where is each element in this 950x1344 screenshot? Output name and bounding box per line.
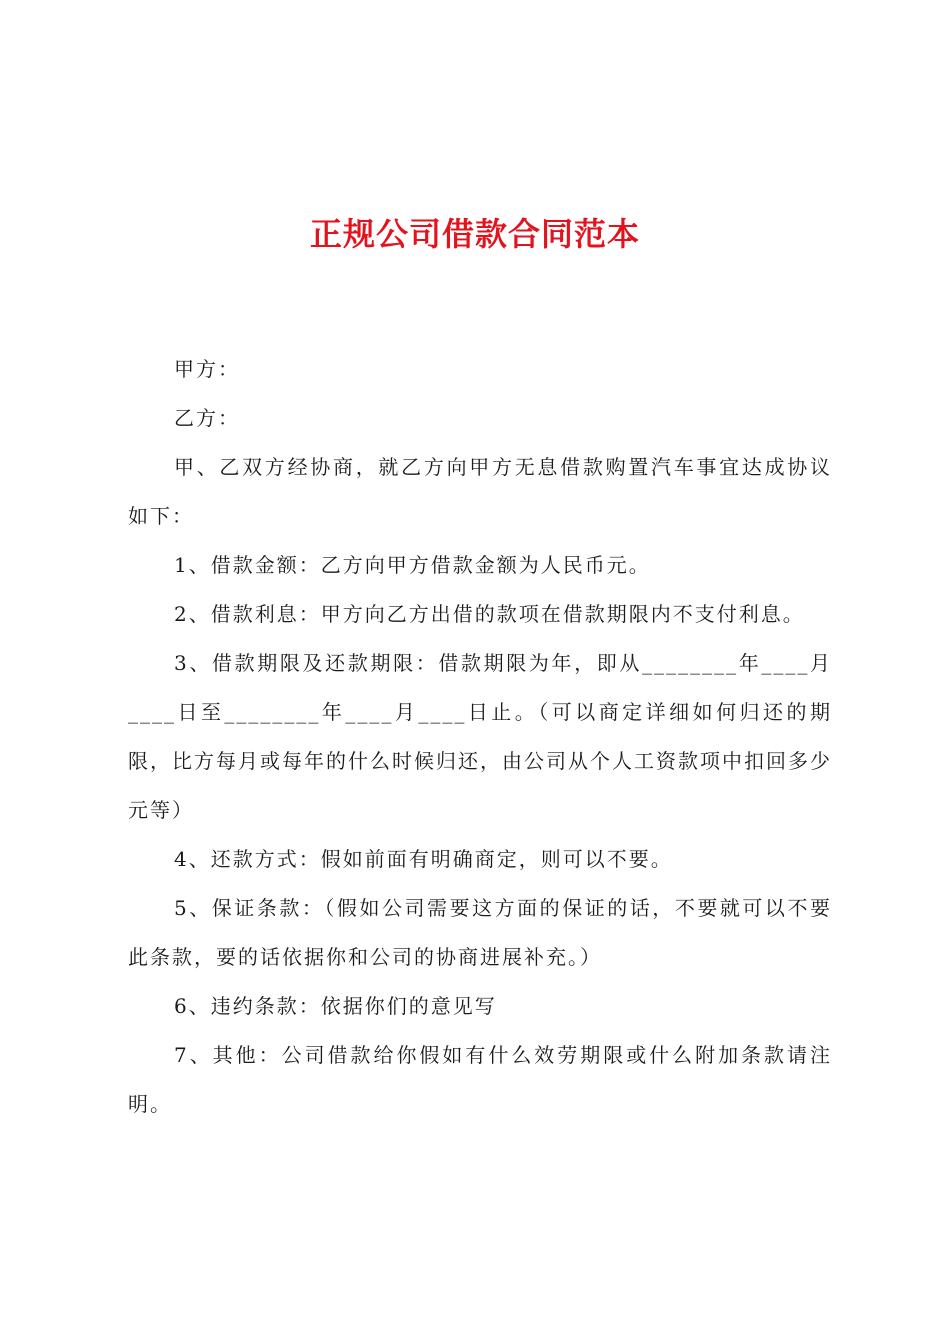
party-b-line: 乙方： [174,406,240,430]
contract-body [128,345,832,1129]
clause-loan-term: 3、借款期限及还款期限：借款期限为年，即从________年____月____日至________年____月____日止。（可以商定详细如何归还的期限，比方每月或每年的什么时候归还，由公司从个人工资款项中扣回多少元等） [128,651,832,822]
clause-other: 7、其他：公司借款给你假如有什么效劳期限或什么附加条款请注明。 [128,1043,832,1116]
clause-loan-interest: 2、借款利息：甲方向乙方出借的款项在借款期限内不支付利息。 [174,602,805,626]
party-a-line: 甲方： [174,357,240,381]
clause-guarantee: 5、保证条款：（假如公司需要这方面的保证的话，不要就可以不要此条款，要的话依据你和公司的协商进展补充。） [128,896,832,969]
document-title: 正规公司借款合同范本 [309,215,640,253]
clause-loan-amount: 1、借款金额：乙方向甲方借款金额为人民币元。 [174,553,651,577]
clause-repayment-method: 4、还款方式：假如前面有明确商定，则可以不要。 [174,847,673,871]
agreement-intro: 甲、乙双方经协商，就乙方向甲方无息借款购置汽车事宜达成协议如下： [128,455,832,528]
clause-breach: 6、违约条款：依据你们的意见写 [174,994,497,1018]
